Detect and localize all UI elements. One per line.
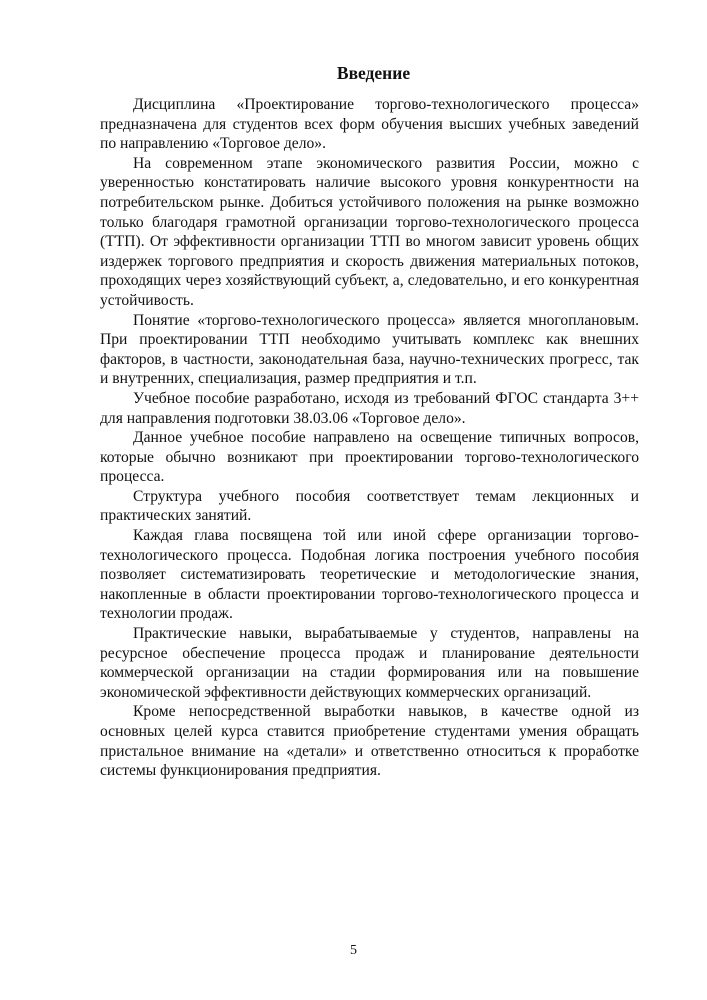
page-number: 5 [350, 943, 357, 958]
paragraph-6: Структура учебного пособия соответствует темам лекционных и практических занятий. [100, 487, 639, 525]
document-page [100, 62, 639, 781]
section-title: Введение [336, 63, 411, 83]
paragraph-7: Каждая глава посвящена той или иной сфере организации торгово-технологического процесса. Подобная логика построения учебного пособия позволяет систематизировать теоретические и методологические знания, накопленные в области проектировании торгово-технологического процесса и технологии продаж. [100, 527, 639, 623]
paragraph-2: На современном этапе экономического развития России, можно с уверенностью констатировать наличие высокого уровня конкурентности на потребительском рынке. Добиться устойчивого положения на рынке возможно только благодаря грамотной организации торгово-технологического процесса (ТТП). От эффективности организации ТТП во многом зависит уровень общих издержек торгового предприятия и скорость движения материальных потоков, проходящих через хозяйствующий субъект, а, следовательно, и его конкурентная устойчивость. [100, 154, 639, 309]
paragraph-5: Данное учебное пособие направлено на освещение типичных вопросов, которые обычно возникают при проектировании торгово-технологического процесса. [100, 429, 639, 486]
paragraph-3: Понятие «торгово-технологического процесса» является многоплановым. При проектировании ТТП необходимо учитывать комплекс как внешних факторов, в частности, законодательная база, научно-технических прогресс, так и внутренних, специализация, размер предприятия и т.п. [100, 311, 639, 388]
paragraph-9: Кроме непосредственной выработки навыков, в качестве одной из основных целей курса ставится приобретение студентами умения обращать пристальное внимание на «детали» и ответственно относиться к проработке системы функционирования предприятия. [100, 703, 639, 780]
paragraph-4: Учебное пособие разработано, исходя из требований ФГОС стандарта 3++ для направления подготовки 38.03.06 «Торговое дело». [100, 389, 639, 427]
paragraph-8: Практические навыки, вырабатываемые у студентов, направлены на ресурсное обеспечение процесса продаж и планирование деятельности коммерческой организации на стадии формирования или на повышение экономической эффективности действующих коммерческих организаций. [100, 625, 639, 701]
paragraph-1: Дисциплина «Проектирование торгово-технологического процесса» предназначена для студентов всех форм обучения высших учебных заведений по направлению «Торговое дело». [100, 96, 639, 153]
